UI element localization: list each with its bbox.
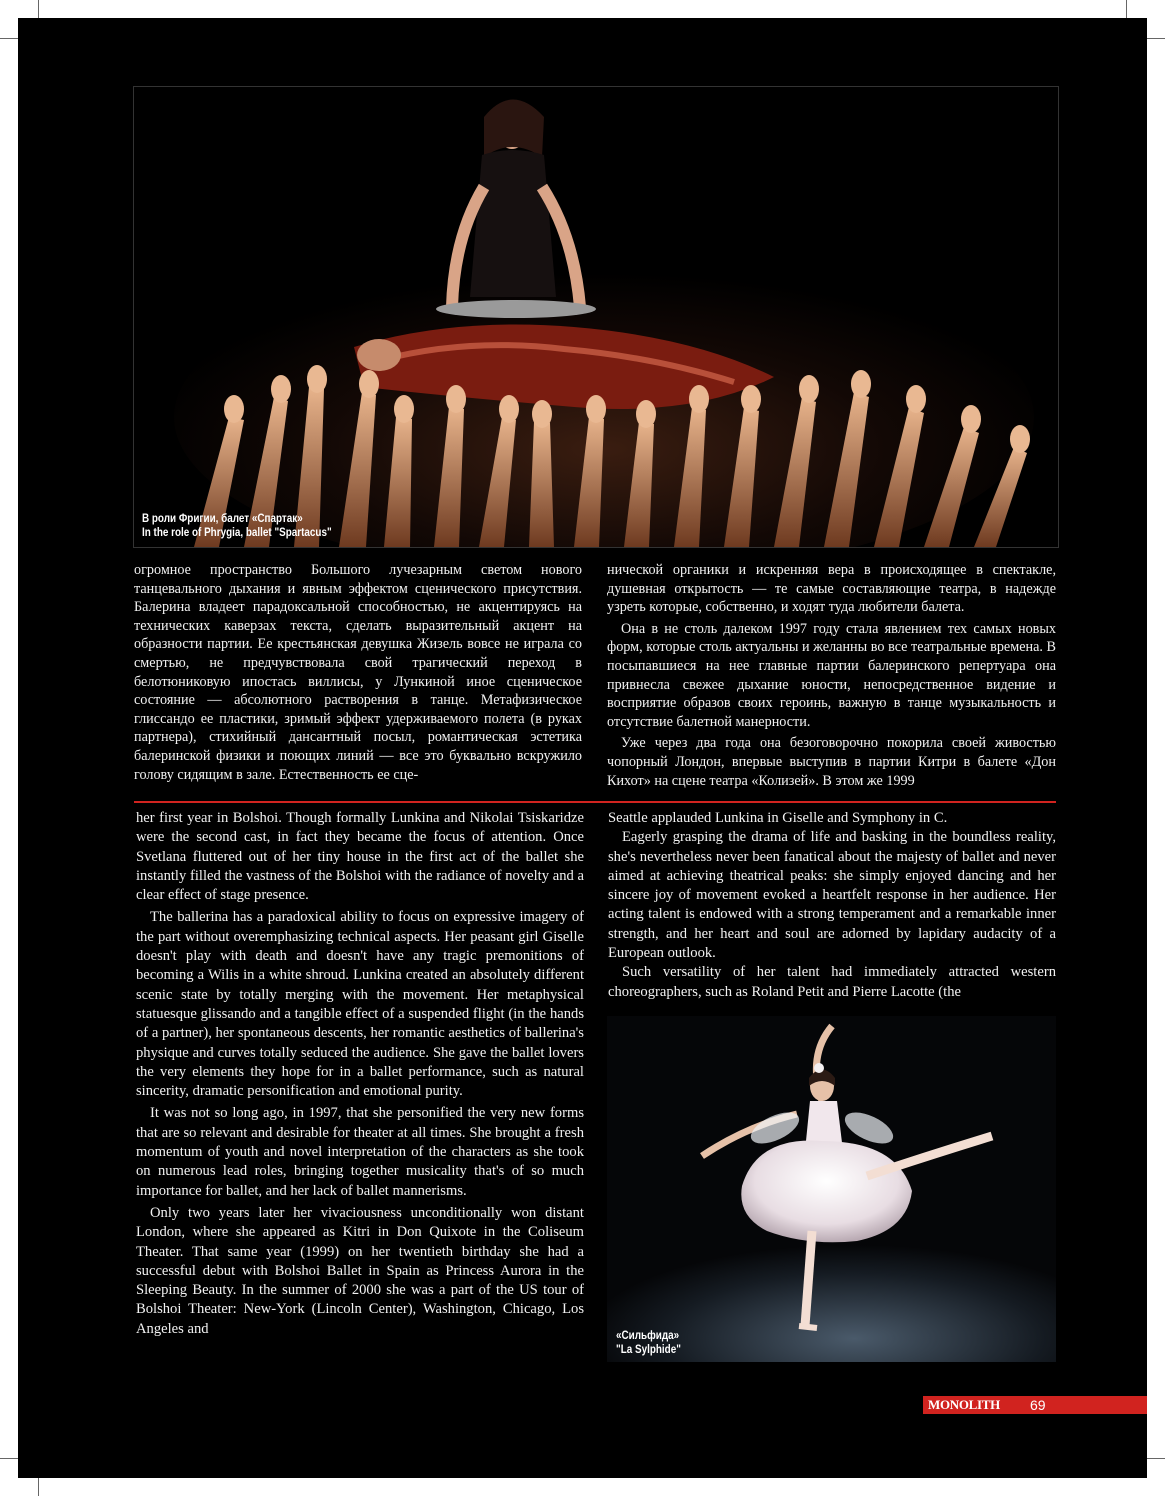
ru-column-right [607,561,1056,790]
en-right-paragraph-3: Such versatility of her talent had immediately attracted western choreographers, such as Roland Petit and Pierre Lacotte (the [608,964,1056,1000]
crop-mark-top-right [1126,0,1127,18]
crop-mark-right-bottom [1147,1458,1165,1459]
top-photo [133,86,1059,548]
bottom-photo [607,1016,1056,1362]
ru-column-left [134,561,582,784]
ru-right-paragraph-3: Уже через два года она безоговорочно покорила своей живостью чопорный Лондон, впервые выступив в партии Китри в балете «Дон Кихот» на сцене театра «Колизей». В этом же 1999 [607,735,1056,789]
crop-mark-bottom-left [38,1478,39,1496]
crop-mark-left-top [0,38,18,39]
ru-right-paragraph-2: Она в не столь далеком 1997 году стала явлением тех самых новых форм, которые столь актуальны и желанны во все театральные времена. В посыпавшиеся на нее главные партии балеринского репертуара она привнесла свежее дыхание юности, непосредственное видение и восприятие образов своих героинь, важную в танце музыкальность и отсутствие балетной манерности. [607,620,1056,730]
ballet-spartacus-photo-icon [134,87,1058,547]
en-right-paragraph-2: Eagerly grasping the drama of life and basking in the boundless reality, she's nevertheless never been fanatical about the majesty of ballet and never aimed at achieving theatrical peaks: she simply enjoyed dancing and her sincere joy of movement evoked a heartfelt response in her audience. Her acting talent is endowed with a strong temperament and a remarkable inner strength, and her heart and soul are adorned by lapidary audacity of a European outlook. [608,829,1056,962]
bottom-photo-caption-en: "La Sylphide" [616,1344,681,1356]
en-left-paragraph-1: her first year in Bolshoi. Though formally Lunkina and Nikolai Tsiskaridze were the second cast, in fact they became the focus of attention. Once Svetlana fluttered out of her tiny house in the first act of the ballet she instantly filled the vastness of the Bolshoi with the radiance of novelty and a clear effect of stage presence. [136,810,584,904]
en-left-paragraph-4: Only two years later her vivaciousness unconditionally won distant London, where she appeared as Kitri in Don Quixote in the Coliseum Theater. That same year (1999) on her twentieth birthday she had a successful debut with Bolshoi Ballet in Spain as Princess Aurora in the Sleeping Beauty. In the summer of 2000 she was a part of the US tour of Bolshoi Theater: New-York (Lincoln Center), Washington, Chicago, Los Angeles and [136,1204,584,1337]
ru-left-paragraph-1: огромное пространство Большого лучезарным светом нового танцевального дыхания и явным эффектом сценического присутствия. Балерина владеет парадоксальной способностью, не акцентируясь на технических каверзах текста, сделать выразительный акцент на образности партии. Ее крестьянская девушка Жизель вовсе не играла со смертью, не предчувствовала свой трагический переход в белотюниковую ипостась виллисы, у Лункиной иное сценическое состояние — абсолютного растворения в танце. Метафизическое глиссандо ее пластики, зримый эффект удерживаемого полета (в руках партнера), стихийный дансантный посыл, романтическая эстетика балеринской физики и поющих линий — все это буквально вскружило голову сидящим в зале. Естественность ее сце- [134,562,582,783]
crop-mark-top-left [38,0,39,18]
en-left-paragraph-2: The ballerina has a paradoxical ability to focus on expressive imagery of the part without overemphasizing technical aspects. Her peasant girl Giselle doesn't play with death and doesn't have any tragic premonitions of becoming a Wilis in a white shroud. Lunkina created an absolutely different scenic state by totally merging with the movement. Her metaphysical statuesque glissando and a tangible effect of a suspended flight (in the hands of a partner), her spontaneous descents, her romantic aesthetics of ballerina's physique and curves totally seduced the audience. She gave the ballet lovers the very elements they hope for in a ballet performance, such as natural sincerity, dramatic personification and emotional purity. [136,909,584,1100]
top-photo-caption-ru: В роли Фригии, балет «Спартак» [142,513,303,525]
bottom-photo-caption-ru: «Сильфида» [616,1330,680,1342]
en-left-paragraph-3: It was not so long ago, in 1997, that she personified the very new forms that are so relevant and desirable for theater at all times. She brought a fresh momentum of youth and novel interpretation of the characters as she took on numerous lead roles, bringing together musicality that's of so much importance for ballet, and her lack of ballet mannerisms. [136,1105,584,1199]
page-number: 69 [1030,1397,1046,1413]
ballerina-sylphide-photo-icon [607,1016,1056,1362]
ru-right-paragraph-1: нической органики и искренняя вера в происходящее в спектакле, душевная открытость — те самые составляющие театра, в надежде узреть которые, собственно, и ходят туда любители балета. [607,562,1056,616]
magazine-logo: MONOLITH [928,1397,1000,1412]
en-right-paragraph-1: Seattle applauded Lunkina in Giselle and Symphony in C. [608,810,948,826]
crop-mark-right-top [1147,38,1165,39]
en-column-left [136,809,584,1339]
crop-mark-left-bottom [0,1458,18,1459]
section-divider [134,801,1056,803]
top-photo-caption-en: In the role of Phrygia, ballet "Spartacus" [142,527,332,539]
en-column-right [608,809,1056,1002]
